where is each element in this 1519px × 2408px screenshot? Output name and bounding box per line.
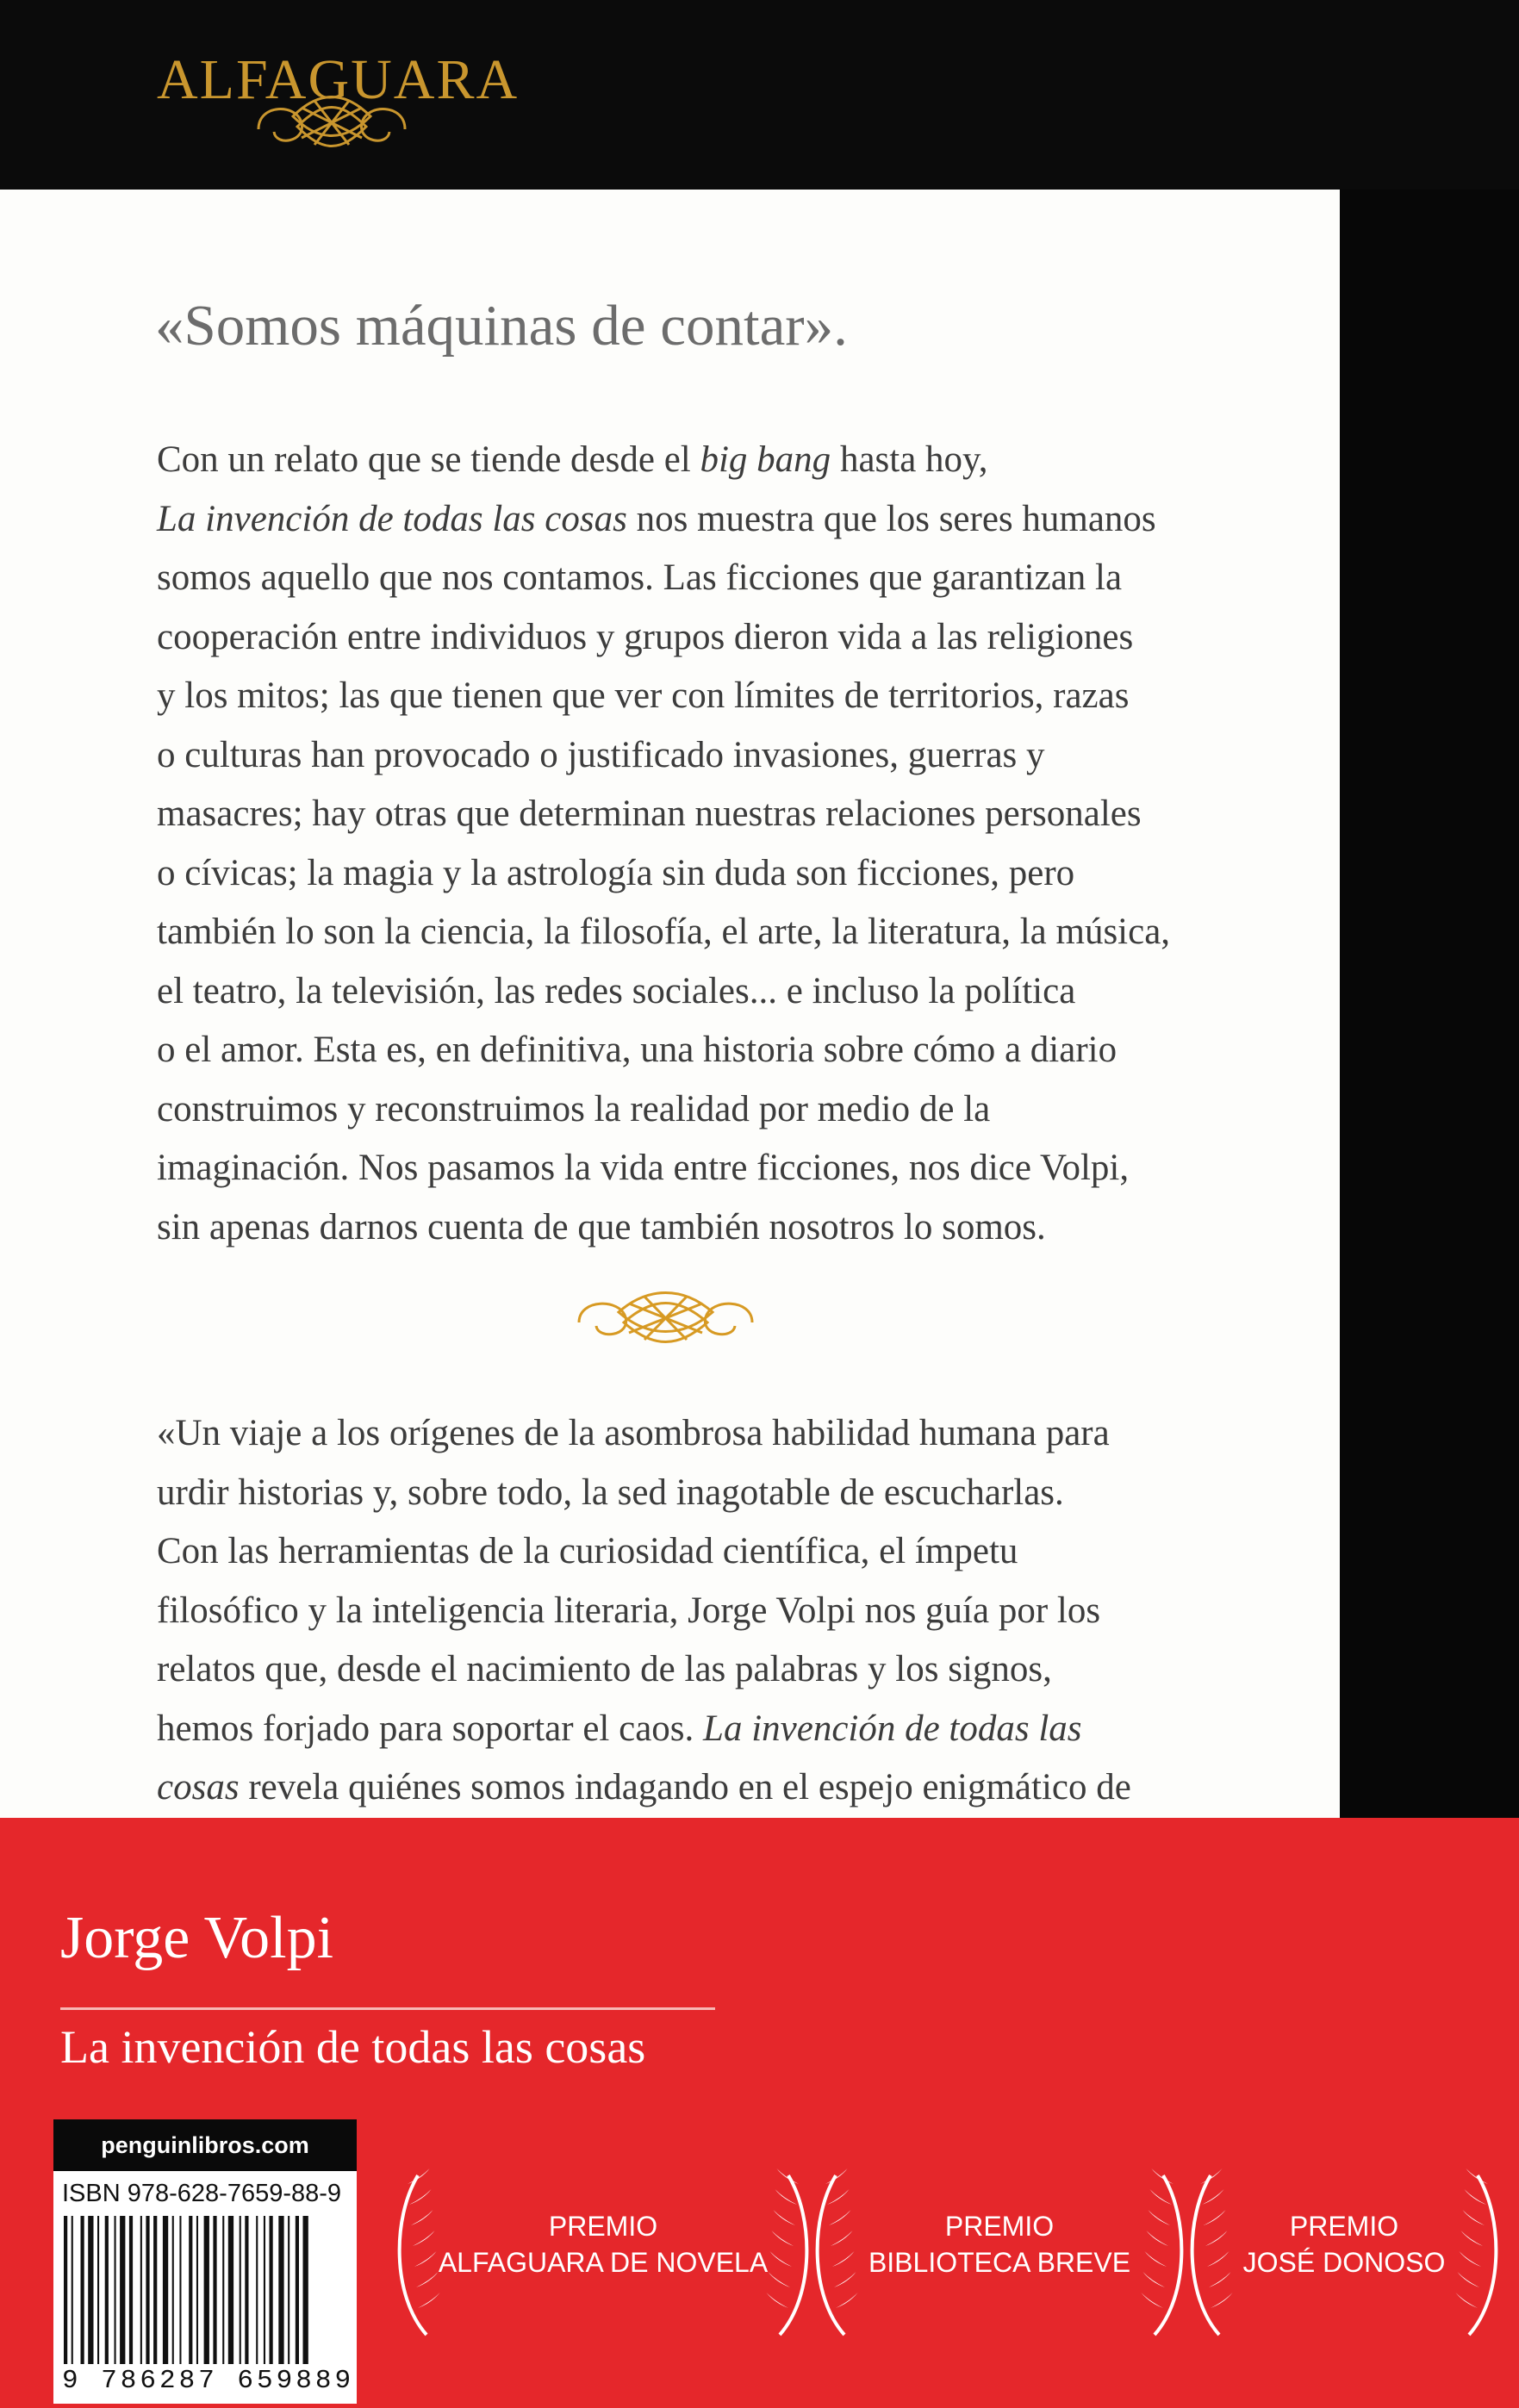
publisher-website: penguinlibros.com <box>53 2119 357 2171</box>
text-run: o el amor. Esta es, en definitiva, una historia sobre cómo a diario <box>157 1030 1117 1070</box>
book-title: La invención de todas las cosas <box>60 2021 646 2073</box>
isbn-number: ISBN 978-628-7659-88-9 <box>62 2180 342 2207</box>
award-badge <box>810 2167 1189 2339</box>
barcode-bar <box>153 2216 157 2364</box>
text-line <box>157 608 1234 668</box>
text-line <box>157 1758 1234 1818</box>
barcode-bar <box>245 2216 248 2364</box>
text-run: sin apenas darnos cuenta de que también nosotros lo somos. <box>157 1206 1046 1248</box>
synopsis-paragraph <box>157 431 1234 1257</box>
barcode-bar <box>296 2216 299 2364</box>
text-line <box>157 490 1234 550</box>
barcode-bar <box>196 2216 198 2364</box>
barcode-bar <box>264 2216 265 2364</box>
critic-quote-paragraph <box>157 1404 1234 1818</box>
text-run: también lo son la ciencia, la filosofía, el arte, la literatura, la música, <box>157 912 1171 952</box>
band-divider <box>60 2007 715 2010</box>
tagline-quote: «Somos máquinas de contar». <box>155 294 848 358</box>
italic-title-run: big bang <box>700 439 831 480</box>
text-line <box>157 1139 1234 1198</box>
text-line <box>157 431 1234 490</box>
text-run: Con las herramientas de la curiosidad científica, el ímpetu <box>157 1531 1018 1571</box>
barcode-bar <box>129 2216 133 2364</box>
text-line <box>157 1464 1234 1523</box>
text-line <box>157 1640 1234 1700</box>
barcode-bar <box>228 2216 233 2364</box>
publisher-logo-text: ALFAGUARA <box>157 48 520 111</box>
text-run: somos aquello que nos contamos. Las ficciones que garantizan la <box>157 557 1123 598</box>
text-run: o cívicas; la magia y la astrología sin duda son ficciones, pero <box>157 852 1075 893</box>
text-run: masacres; hay otras que determinan nuestras relaciones personales <box>157 793 1142 834</box>
barcode-bar <box>88 2216 93 2364</box>
text-line <box>157 903 1234 962</box>
barcode-bar <box>303 2216 308 2364</box>
italic-title-run: La invención de todas las cosas <box>157 498 627 539</box>
award-label <box>1185 2208 1503 2280</box>
barcode-bar <box>146 2216 149 2364</box>
italic-title-run: La invención de todas las <box>703 1708 1082 1749</box>
award-line-1: PREMIO <box>548 2211 658 2242</box>
barcode-bar <box>81 2216 84 2364</box>
text-run: Con un relato que se tiende desde el <box>157 439 700 480</box>
text-line <box>157 1522 1234 1582</box>
barcode-bars <box>62 2216 348 2364</box>
text-run: revela quiénes somos indagando en el espejo enigmático de <box>239 1767 1131 1808</box>
text-run: «Un viaje a los orígenes de la asombrosa habilidad humana para <box>157 1413 1110 1453</box>
award-line-2: ALFAGUARA DE NOVELA <box>438 2247 769 2278</box>
barcode-bar <box>172 2216 174 2364</box>
barcode-bar <box>204 2216 209 2364</box>
text-line <box>157 1080 1234 1140</box>
text-line <box>157 1700 1234 1759</box>
barcode-bar <box>288 2216 289 2364</box>
barcode-bar <box>179 2216 181 2364</box>
barcode-bar <box>256 2216 258 2364</box>
award-label <box>392 2208 814 2280</box>
award-line-1: PREMIO <box>944 2211 1055 2242</box>
barcode-bar <box>240 2216 241 2364</box>
text-run: hasta hoy, <box>831 439 988 480</box>
barcode-bar <box>97 2216 99 2364</box>
barcode-bar <box>72 2216 73 2364</box>
award-line-2: BIBLIOTECA BREVE <box>868 2247 1131 2278</box>
text-line <box>157 785 1234 844</box>
text-run: y los mitos; las que tienen que ver con límites de territorios, razas <box>157 675 1130 716</box>
text-run: relatos que, desde el nacimiento de las palabras y los signos, <box>157 1649 1052 1689</box>
barcode-bar <box>140 2216 142 2364</box>
text-run: o culturas han provocado o justificado invasiones, guerras y <box>157 734 1045 775</box>
text-line <box>157 549 1234 608</box>
text-line <box>157 1582 1234 1641</box>
italic-title-run: cosas <box>157 1767 240 1808</box>
text-line <box>157 726 1234 786</box>
barcode-bar <box>189 2216 192 2364</box>
barcode-bar <box>120 2216 125 2364</box>
award-label <box>810 2208 1189 2280</box>
black-side-strip <box>1340 190 1519 1913</box>
barcode-bar <box>270 2216 273 2364</box>
text-run: hemos forjado para soportar el caos. <box>157 1708 704 1749</box>
barcode-digits: 9 786287 659889 <box>62 2366 355 2396</box>
text-line <box>157 1198 1234 1258</box>
text-run: filosófico y la inteligencia literaria, Jorge Volpi nos guía por los <box>157 1590 1101 1631</box>
text-run: construimos y reconstruimos la realidad por medio de la <box>157 1088 991 1129</box>
barcode-bar <box>278 2216 283 2364</box>
text-line <box>157 962 1234 1022</box>
award-badge <box>1185 2167 1503 2339</box>
text-run: imaginación. Nos pasamos la vida entre ficciones, nos dice Volpi, <box>157 1148 1130 1188</box>
barcode-bar <box>222 2216 224 2364</box>
text-run: cooperación entre individuos y grupos dieron vida a las religiones <box>157 616 1134 657</box>
text-line <box>157 667 1234 726</box>
barcode-bar <box>115 2216 116 2364</box>
barcode-bar <box>213 2216 216 2364</box>
ornament-knot-icon <box>569 1279 763 1357</box>
text-run: urdir historias y, sobre todo, la sed inagotable de escucharlas. <box>157 1472 1064 1513</box>
text-run: nos muestra que los seres humanos <box>626 498 1156 539</box>
text-run: el teatro, la televisión, las redes sociales... e incluso la política <box>157 970 1076 1011</box>
author-name: Jorge Volpi <box>60 1905 334 1971</box>
award-line-2: JOSÉ DONOSO <box>1242 2247 1446 2278</box>
award-badge <box>392 2167 814 2339</box>
barcode-label <box>53 2119 357 2404</box>
text-line <box>157 1021 1234 1080</box>
award-line-1: PREMIO <box>1289 2211 1399 2242</box>
publisher-knot-icon <box>250 82 414 164</box>
text-line <box>157 844 1234 904</box>
barcode-bar <box>64 2216 67 2364</box>
text-line <box>157 1404 1234 1464</box>
barcode-bar <box>105 2216 109 2364</box>
barcode-bar <box>163 2216 168 2364</box>
